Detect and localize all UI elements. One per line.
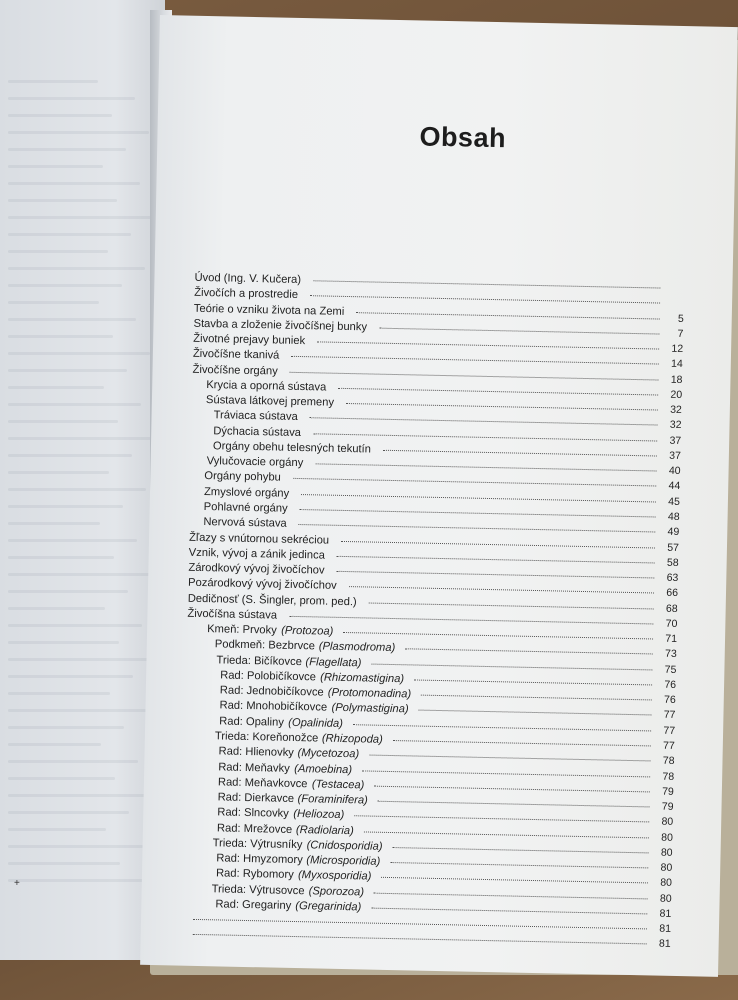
toc-entry-title: Žľazy s vnútornou sekréciou	[188, 531, 330, 547]
table-of-contents	[181, 271, 685, 953]
ghost-text-line	[8, 335, 113, 338]
toc-entry-title: Živočíšne orgány	[192, 363, 278, 378]
toc-page-number: 48	[667, 510, 680, 523]
toc-entry-title: Dýchacia sústava	[213, 424, 302, 439]
leader-dots	[374, 785, 650, 793]
leader-dots	[317, 341, 659, 350]
toc-page-number: 45	[668, 495, 681, 508]
ghost-text-line	[8, 182, 140, 185]
toc-entry-latin: (Amoebina)	[294, 762, 353, 776]
leader-dots	[418, 710, 651, 717]
leader-dots	[381, 877, 648, 885]
toc-entry-title: Rad: Mrežovce	[216, 821, 293, 836]
toc-page-number: 58	[666, 556, 679, 569]
toc-entry-title: Krycia a oporná sústava	[206, 378, 327, 394]
leader-dots	[393, 847, 649, 854]
ghost-text-line	[8, 658, 156, 661]
toc-entry-title: Tráviaca sústava	[213, 409, 298, 424]
leader-dots	[383, 450, 657, 458]
toc-entry-title: Pozárodkový vývoj živočíchov	[187, 577, 337, 593]
ghost-text-line	[8, 80, 98, 83]
toc-entry-latin: (Sporozoa)	[308, 884, 365, 899]
toc-page-number: 80	[661, 831, 674, 844]
ghost-text-line	[8, 641, 119, 644]
toc-entry-title: Zárodkový vývoj živočíchov	[188, 561, 325, 577]
toc-entry-latin: (Plasmodroma)	[318, 640, 396, 655]
toc-entry-title: Rad: Mnohobičíkovce	[219, 699, 328, 715]
ghost-text-line	[8, 675, 133, 678]
leader-dots	[193, 934, 647, 946]
leader-dots	[369, 602, 654, 610]
toc-entry-latin: (Polymastigina)	[331, 702, 409, 716]
toc-entry-latin: (Heliozoa)	[293, 808, 345, 822]
toc-page-number: 78	[662, 770, 675, 783]
ghost-text-line	[8, 114, 112, 117]
toc-entry-title: Rad: Opaliny	[219, 715, 285, 729]
leader-dots	[354, 816, 649, 824]
toc-page-number: 75	[664, 663, 677, 676]
toc-entry-title: Rad: Meňavkovce	[217, 776, 308, 791]
leader-dots	[356, 312, 660, 320]
leader-dots	[371, 908, 647, 916]
ghost-text-line	[8, 726, 124, 729]
toc-entry-title: Zmyslové orgány	[203, 485, 290, 500]
leader-dots	[371, 663, 652, 671]
page-title: Obsah	[419, 121, 507, 154]
toc-entry-title: Nervová sústava	[203, 516, 287, 531]
leader-dots	[290, 371, 659, 381]
toc-entry-title: Rad: Gregariny	[215, 898, 292, 912]
toc-entry-latin: (Protomonadina)	[327, 686, 412, 701]
toc-entry-title: Úvod (Ing. V. Kučera)	[194, 271, 302, 287]
toc-page-number: 57	[667, 541, 680, 554]
toc-page-number: 77	[663, 709, 676, 722]
leader-dots	[301, 494, 656, 503]
margin-mark: +	[14, 878, 20, 889]
ghost-text-line	[8, 165, 103, 168]
toc-page-number: 73	[664, 648, 677, 661]
toc-entry-latin: (Flagellata)	[305, 655, 362, 670]
toc-entry-latin: (Opalinida)	[288, 716, 344, 730]
toc-entry-title: Trieda: Bičíkovce	[216, 653, 303, 668]
toc-entry-latin: (Mycetozoa)	[297, 747, 360, 761]
ghost-text-line	[8, 301, 99, 304]
toc-entry-title: Vylučovacie orgány	[206, 455, 304, 470]
leader-dots	[291, 356, 659, 366]
ghost-text-line	[8, 284, 122, 287]
ghost-text-line	[8, 471, 109, 474]
ghost-text-line	[8, 743, 101, 746]
ghost-text-line	[8, 250, 108, 253]
toc-entry-title: Rad: Rybomory	[215, 867, 294, 882]
ghost-text-line	[8, 420, 118, 423]
toc-entry-title: Pohlavné orgány	[203, 501, 288, 515]
toc-entry-latin: (Rhizopoda)	[321, 732, 383, 746]
toc-page-number: 77	[662, 739, 675, 752]
ghost-text-line	[8, 131, 149, 134]
toc-page-number: 32	[669, 419, 682, 432]
toc-page-number: 81	[659, 907, 672, 920]
toc-entry-latin: (Rhizomastigina)	[320, 671, 405, 686]
toc-entry-latin: (Testacea)	[311, 778, 365, 792]
toc-page-number: 7	[677, 327, 684, 340]
toc-entry-title: Trieda: Výtrusníky	[212, 837, 303, 851]
ghost-text-line	[8, 352, 150, 355]
toc-page-number: 5	[677, 312, 684, 325]
toc-page-number: 32	[670, 403, 682, 417]
toc-page-number: 49	[667, 525, 680, 539]
leader-dots	[421, 695, 652, 702]
toc-page-number: 79	[661, 800, 674, 813]
leader-dots	[346, 403, 658, 412]
ghost-text-line	[8, 590, 128, 593]
ghost-text-line	[8, 862, 120, 865]
toc-page-number: 40	[668, 464, 681, 478]
leader-dots	[289, 616, 653, 626]
toc-entry-title: Kmeň: Prvoky	[207, 623, 277, 637]
leader-dots	[393, 740, 651, 747]
toc-entry-title: Sústava látkovej premeny	[205, 394, 335, 409]
ghost-text-line	[8, 148, 126, 151]
ghost-text-line	[8, 709, 147, 712]
toc-page-number: 81	[658, 938, 671, 951]
right-page	[140, 15, 738, 977]
ghost-text-line	[8, 811, 129, 814]
toc-page-number: 12	[671, 342, 684, 356]
toc-page-number: 71	[665, 632, 678, 646]
leader-dots	[349, 586, 654, 594]
toc-page-number: 76	[664, 678, 677, 691]
ghost-text-line	[8, 488, 146, 491]
toc-entry-latin: (Gregarinida)	[295, 899, 362, 914]
toc-entry-latin: (Myxosporidia)	[297, 869, 372, 883]
toc-page-number: 63	[666, 571, 679, 585]
ghost-text-line	[8, 369, 127, 372]
ghost-text-line	[8, 216, 154, 219]
ghost-text-line	[8, 607, 105, 610]
leader-dots	[336, 571, 654, 580]
toc-page-number: 80	[660, 846, 673, 859]
toc-page-number: 44	[668, 480, 681, 493]
toc-page-number: 66	[666, 587, 679, 600]
ghost-text-line	[8, 573, 151, 576]
ghost-text-line	[8, 522, 100, 525]
toc-page-number: 70	[665, 617, 678, 630]
toc-entry-title: Teórie o vzniku života na Zemi	[193, 302, 345, 318]
ghost-text-line	[8, 879, 157, 882]
ghost-text-line	[8, 794, 152, 797]
ghost-text-line	[8, 267, 145, 270]
toc-page-number: 37	[669, 449, 682, 462]
leader-dots	[379, 327, 659, 335]
toc-entry-title: Trieda: Výtrusovce	[211, 882, 305, 897]
toc-entry-latin: (Radiolaria)	[295, 823, 354, 837]
leader-dots	[338, 388, 658, 397]
toc-entry-title: Živočíšne tkanivá	[192, 348, 280, 362]
toc-page-number: 37	[669, 434, 682, 447]
toc-page-number: 81	[659, 922, 672, 936]
leader-dots	[316, 464, 657, 473]
toc-entry-latin: (Protozoa)	[281, 624, 334, 638]
toc-page-number: 80	[660, 877, 673, 890]
ghost-text-line	[8, 454, 132, 457]
toc-page-number: 76	[663, 693, 676, 707]
toc-page-number: 14	[670, 358, 683, 371]
toc-page-number: 80	[660, 861, 673, 875]
ghost-text-line	[8, 97, 135, 100]
leader-dots	[353, 724, 651, 732]
toc-entry-title: Vznik, vývoj a zánik jedinca	[188, 546, 326, 562]
ghost-text-line	[8, 318, 136, 321]
toc-page-number: 18	[670, 373, 683, 386]
leader-dots	[362, 770, 650, 778]
leader-dots	[414, 679, 652, 686]
leader-dots	[300, 509, 656, 518]
toc-entry-latin: (Foraminifera)	[297, 793, 368, 807]
leader-dots	[337, 556, 655, 565]
leader-dots	[378, 801, 650, 809]
toc-entry-title: Rad: Jednobičíkovce	[219, 684, 324, 699]
ghost-text-line	[8, 403, 141, 406]
toc-entry-title: Rad: Dierkavce	[217, 791, 295, 806]
toc-page-number: 20	[670, 388, 683, 401]
ghost-text-line	[8, 777, 115, 780]
ghost-text-line	[8, 692, 110, 695]
toc-entry-title: Dedičnosť (S. Šingler, prom. ped.)	[187, 592, 357, 608]
leader-dots	[364, 831, 649, 839]
ghost-text-line	[8, 199, 117, 202]
ghost-text-line	[8, 505, 123, 508]
leader-dots	[313, 433, 657, 442]
leader-dots	[370, 755, 651, 763]
leader-dots	[343, 632, 653, 640]
leader-dots	[390, 862, 648, 869]
toc-page-number: 80	[661, 815, 674, 829]
leader-dots	[310, 295, 660, 304]
leader-dots	[374, 892, 648, 900]
toc-entry-title: Rad: Polobičíkovce	[220, 669, 317, 684]
ghost-text-line	[8, 437, 155, 440]
toc-entry-title: Živočíšna sústava	[187, 607, 278, 622]
toc-page-number: 77	[663, 724, 676, 737]
toc-entry-title: Rad: Meňavky	[218, 760, 290, 775]
leader-dots	[313, 280, 660, 289]
toc-page-number: 80	[659, 892, 672, 905]
toc-entry-title: Podkmeň: Bezbrvce	[214, 638, 316, 653]
ghost-text-line	[8, 845, 143, 848]
ghost-text-line	[8, 828, 106, 831]
ghost-text-line	[8, 556, 114, 559]
toc-entry-title: Živočích a prostredie	[194, 287, 299, 302]
leader-dots	[298, 524, 655, 533]
toc-entry-title: Orgány pohybu	[204, 470, 281, 485]
ghost-text-line	[8, 233, 131, 236]
toc-page-number: 68	[665, 602, 678, 615]
toc-entry-latin: (Microsporidia)	[306, 854, 381, 868]
toc-entry-title: Rad: Slncovky	[217, 806, 289, 821]
toc-entry-title: Stavba a zloženie živočíšnej bunky	[193, 317, 368, 334]
left-page	[0, 0, 165, 960]
leader-dots	[405, 649, 653, 656]
toc-entry-title: Rad: Hlienovky	[218, 745, 294, 760]
toc-page-number: 78	[662, 754, 675, 768]
ghost-text-line	[8, 624, 142, 627]
toc-entry-title: Životné prejavy buniek	[193, 332, 306, 348]
ghost-text-line	[8, 539, 137, 542]
leader-dots	[293, 478, 656, 488]
ghost-text-line	[8, 760, 138, 763]
toc-entry-latin: (Cnidosporidia)	[306, 839, 383, 853]
ghost-text-line	[8, 386, 104, 389]
toc-entry-title: Trieda: Koreňonožce	[214, 730, 319, 745]
toc-entry-title: Rad: Hmyzomory	[216, 852, 303, 867]
leader-dots	[341, 540, 655, 549]
leader-dots	[310, 418, 658, 427]
toc-entry-title: Orgány obehu telesných tekutín	[212, 440, 372, 456]
toc-page-number: 79	[662, 785, 674, 798]
